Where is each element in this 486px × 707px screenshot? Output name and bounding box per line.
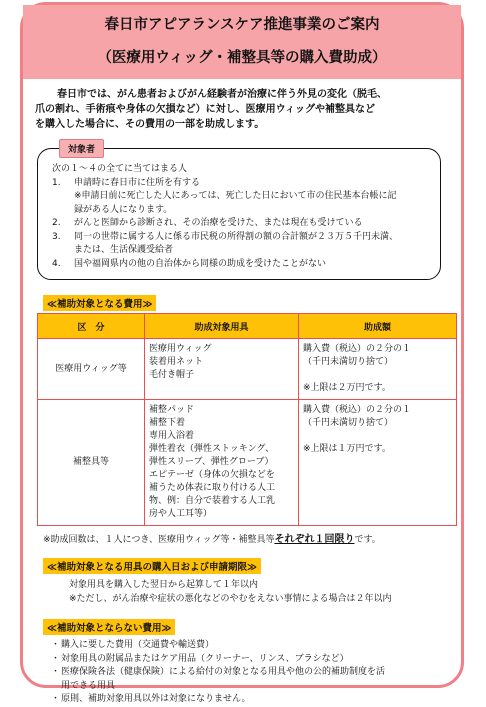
amount-cell [299, 400, 457, 526]
excluded-item-text: 原則、補助対象用具以外は対象になりません。 [61, 694, 251, 704]
items-cell [145, 400, 299, 526]
target-items [52, 177, 430, 272]
item-line: 房や人工耳等） [149, 509, 213, 519]
target-item [52, 258, 430, 272]
excluded-item [23, 639, 461, 653]
target-item [52, 217, 430, 231]
target-item-text: がんと医師から診断され、その治療を受けた、または現在も受けている [74, 218, 363, 228]
bullet: ・ [51, 640, 61, 650]
table-row [38, 339, 457, 400]
item-line: 補うため体表に取り付ける人工 [149, 483, 276, 493]
limit-note [43, 530, 461, 545]
amount-line: ※上限は１万円です。 [303, 444, 391, 454]
target-item-text: 国や福岡県内の他の自治体から同様の助成を受けたことがない [74, 258, 327, 269]
bullet: ・ [51, 667, 61, 677]
intro-line-3: を購入した場合に、その費用の一部を助成します。 [35, 119, 265, 130]
target-item-number [52, 244, 74, 258]
note-emphasis: それぞれ１回限り [274, 534, 355, 545]
header-amount: 助成額 [299, 314, 457, 339]
item-line: 補整下着 [149, 418, 186, 428]
amount-line [303, 369, 452, 382]
period-line-1: 対象用具を購入した翌日から起算して１年以内 [69, 580, 259, 590]
amount-line: （千円未満切り捨て） [303, 357, 394, 367]
table-row [38, 400, 457, 526]
excluded-item-text: 医療保険各法（健康保険）による給付の対象となる用具や他の公的補助制度を活 [61, 667, 386, 677]
category-cell: 補整具等 [38, 400, 145, 526]
intro-line-2: 爪の割れ、手術痕や身体の欠損など）に対し、医療用ウィッグや補整具など [35, 104, 375, 115]
excluded-item-text: 対象用具の附属品またはケア用品（クリーナー、リンス、ブラシなど） [61, 653, 349, 664]
page-title: 春日市アピアランスケア推進事業のご案内 [104, 17, 380, 33]
target-item-number: 2. [52, 218, 61, 228]
expense-table [37, 313, 457, 526]
target-item [52, 190, 430, 204]
item-line: 医療用ウィッグ [149, 344, 212, 354]
target-box [37, 148, 441, 280]
target-item-number: 3. [52, 231, 61, 242]
amount-line: 購入費（税込）の２分の１ [303, 405, 412, 415]
target-item-number: 1. [52, 177, 61, 188]
bullet [51, 680, 61, 694]
item-line: 物、例：自分で装着する人工乳 [149, 496, 276, 506]
target-item [52, 231, 430, 245]
item-line: エピテーゼ（身体の欠損などを [149, 470, 275, 480]
target-item-text: 録がある人になります。 [74, 204, 173, 215]
amount-line: 購入費（税込）の２分の１ [303, 344, 412, 354]
bullet: ・ [51, 653, 61, 664]
bullet: ・ [51, 694, 61, 704]
excluded-item-text: 購入に要した費用（交通費や輸送費） [61, 640, 215, 650]
amount-line: ※上限は２万円です。 [303, 383, 391, 393]
excluded-section-label: ≪補助対象とならない費用≫ [43, 619, 175, 635]
category-cell: 医療用ウィッグ等 [38, 339, 145, 400]
amount-cell [299, 339, 457, 400]
amount-line: （千円未満切り捨て） [303, 418, 394, 428]
target-item-number: 4. [52, 258, 61, 269]
target-badge: 対象者 [59, 139, 104, 158]
target-section [37, 145, 441, 280]
note-suffix: です。 [354, 535, 381, 545]
header-items: 助成対象用具 [145, 314, 299, 339]
excluded-list [23, 639, 461, 707]
excluded-item [23, 693, 461, 707]
target-item [52, 244, 430, 258]
target-item-number [52, 190, 74, 204]
intro-paragraph [23, 79, 461, 132]
target-item-number [52, 204, 74, 218]
expense-section-label: ≪補助対象となる費用≫ [43, 295, 156, 311]
item-line: 装着用ネット [149, 357, 204, 367]
items-cell [145, 339, 299, 400]
excluded-item [23, 666, 461, 680]
excluded-item-text: 用できる用具 [61, 680, 116, 691]
period-section-label: ≪補助対象となる用具の購入日および申請期限≫ [43, 558, 261, 574]
header-category: 区 分 [38, 314, 145, 339]
header-banner [23, 5, 461, 79]
item-line: 弾性スリーブ、弾性グローブ） [149, 457, 274, 467]
target-item [52, 204, 430, 218]
period-line-2: ※ただし、がん治療や症状の悪化などのやむをえない事情による場合は２年以内 [69, 594, 392, 604]
table-header-row [38, 314, 457, 339]
excluded-item [23, 680, 461, 694]
flyer-frame [20, 2, 464, 704]
item-line: 弾性着衣（弾性ストッキング、 [149, 444, 275, 454]
page-subtitle: （医療用ウィッグ・補整具等の購入費助成） [97, 50, 387, 66]
excluded-item [23, 653, 461, 667]
item-line: 補整パッド [149, 405, 195, 415]
target-item-text: 同一の世帯に属する人に係る市民税の所得割の額の合計額が２３万５千円未満、 [74, 231, 399, 242]
target-item-text: ※申請日前に死亡した人にあっては、死亡した日において市の住民基本台帳に記 [74, 191, 397, 201]
item-line: 専用入浴着 [149, 431, 195, 441]
target-item-text: または、生活保護受給者 [74, 245, 174, 255]
target-item-text: 申請時に春日市に住所を有する [74, 177, 201, 188]
note-prefix: ※助成回数は、１人につき、医療用ウィッグ等・補整具等 [43, 535, 275, 545]
intro-line-1: 春日市では、がん患者およびがん経験者が治療に伴う外見の変化（脱毛、 [57, 89, 387, 100]
target-lead: 次の１～４の全てに当てはまる人 [52, 164, 188, 174]
item-line: 毛付き帽子 [149, 370, 195, 380]
target-item [52, 177, 430, 191]
amount-line [303, 430, 452, 443]
